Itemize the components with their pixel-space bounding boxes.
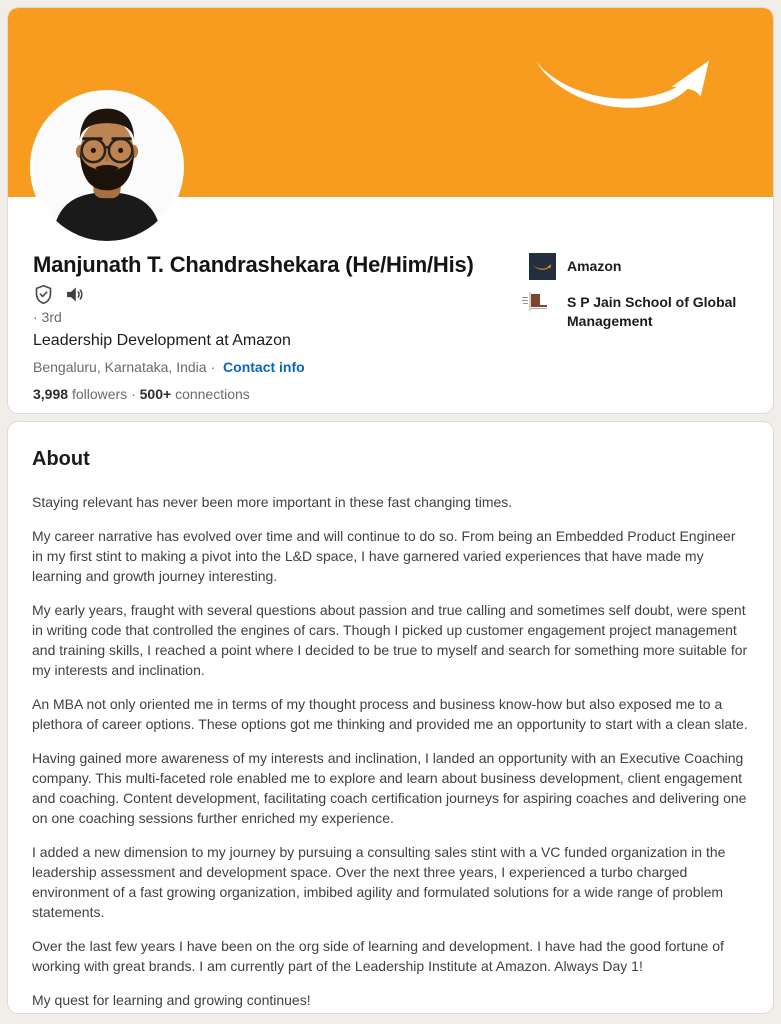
connections-count[interactable]: 500+ <box>139 386 172 402</box>
about-paragraph: My early years, fraught with several questions about passion and true calling and sometimes self doubt, were spent in writing code that controlled the engines of cars. Though I picked up customer engagement project management and training skills, I reached a point where I decided to be true to myself and search for something more suitable for my interests and inclination. <box>32 602 748 678</box>
about-paragraph: Having gained more awareness of my interests and inclination, I landed an opportunity with an Executive Coaching company. This multi-faceted role enabled me to explore and learn about business development, client engagement and coaching. Content development, facilitating coach certification journeys for aspiring coaches and delivering one on one coaching sessions further enriched my experience. <box>32 750 747 826</box>
current-affiliations <box>529 253 765 331</box>
separator-dot: · <box>210 359 216 375</box>
followers-label: followers <box>71 386 128 402</box>
separator-dot: · <box>131 386 136 402</box>
profile-identity-block <box>33 251 515 402</box>
followers-count: 3,998 <box>33 386 69 402</box>
amazon-smile-icon <box>531 56 729 108</box>
name-badges-row <box>33 283 515 305</box>
about-paragraph: Over the last few years I have been on the org side of learning and development. I have had the good fortune of working with great brands. I am currently part of the Leadership Institute at Amazon. Always Day 1! <box>32 938 724 974</box>
contact-info-link[interactable]: Contact info <box>223 359 305 375</box>
verified-shield-check-icon[interactable] <box>33 284 54 305</box>
about-paragraph: Staying relevant has never been more important in these fast changing times. <box>32 494 513 510</box>
about-paragraph: My quest for learning and growing continues! <box>32 992 311 1008</box>
profile-location: Bengaluru, Karnataka, India <box>33 359 207 375</box>
profile-photo[interactable] <box>30 90 184 244</box>
speaker-pronunciation-icon[interactable] <box>64 284 85 305</box>
about-paragraph: I added a new dimension to my journey by pursuing a consulting sales stint with a VC funded organization in the leadership assessment and development space. Over the next three years, I experienced a turbo charged environment of a fast growing organization, imbibed agility and formulated solutions for a wide range of problem statements. <box>32 844 726 920</box>
profile-headline: Leadership Development at Amazon <box>33 332 291 349</box>
company-name: Amazon <box>567 258 622 274</box>
school-name: S P Jain School of Global Management <box>567 294 737 329</box>
about-section-title: About <box>32 448 90 470</box>
amazon-logo-icon <box>529 253 556 280</box>
about-paragraph: An MBA not only oriented me in terms of my thought process and business know-how but also exposed me to a plethora of career options. These options got me thinking and provided me an opportunity to start with a clean slate. <box>32 696 748 732</box>
profile-photo-illustration <box>33 93 181 241</box>
about-card <box>8 422 773 1013</box>
spjain-logo-icon <box>529 292 531 311</box>
education-school-link[interactable] <box>529 293 765 331</box>
profile-name: Manjunath T. Chandrashekara (He/Him/His) <box>33 252 474 277</box>
network-stats-row <box>33 386 515 402</box>
connections-label[interactable]: connections <box>175 386 250 402</box>
current-company-link[interactable] <box>529 253 765 280</box>
location-row <box>33 359 515 375</box>
connection-degree: · 3rd <box>33 309 62 325</box>
about-paragraph: My career narrative has evolved over time and will continue to do so. From being an Embedded Product Engineer in my first stint to making a pivot into the L&D space, I have garnered varied experiences that have made my learning and growth journey interesting. <box>32 528 736 584</box>
profile-top-card <box>8 8 773 413</box>
about-body <box>32 492 749 1010</box>
